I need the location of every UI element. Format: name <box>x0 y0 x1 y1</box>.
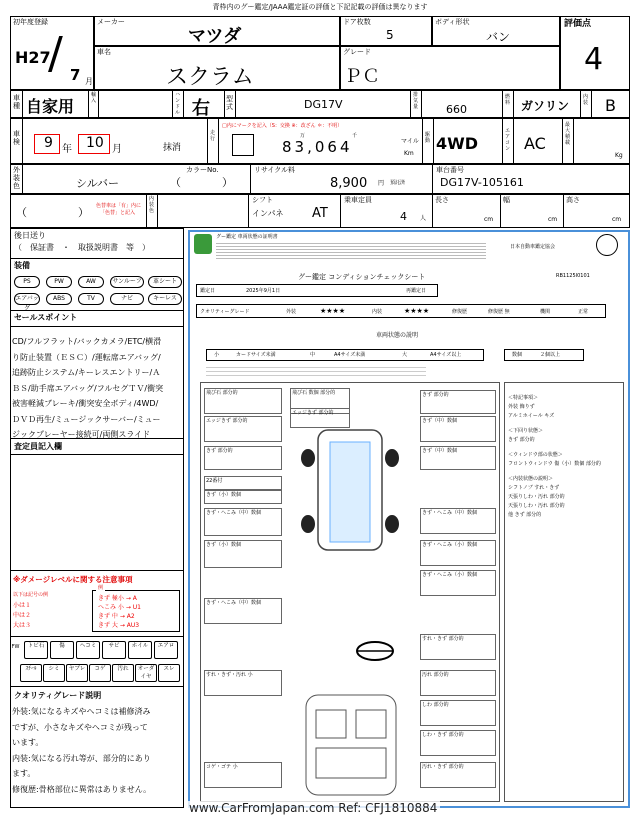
km-label: Km <box>404 150 414 157</box>
row6-paren-open: （ <box>16 206 27 219</box>
load-label: 最大積載 <box>564 122 570 146</box>
capacity-label: 乗車定員 <box>344 196 372 204</box>
quality-line: 修復歴:骨格部位に異常はありません。 <box>12 784 152 794</box>
damage-example: へこみ 小 → U1 <box>98 604 141 611</box>
drive-value: 4WD <box>436 134 479 153</box>
equip-option: ナビ <box>110 293 144 305</box>
repair-label: 修復歴 <box>452 309 468 315</box>
first-reg-era: H27 <box>15 48 51 67</box>
date-label: 鑑定日 <box>200 288 216 294</box>
handle-value: 右 <box>192 98 210 119</box>
damage-example: きず 極小 → A <box>98 595 137 602</box>
damage-box: きず（小）数個 <box>204 540 282 568</box>
special-notes <box>508 388 622 520</box>
docs-title: 後日送り <box>14 231 46 240</box>
note-line: ＜下回り状態＞ <box>508 428 544 434</box>
fw-symbol: スレ <box>158 664 180 682</box>
quality-line: ですが、小さなキズやヘコミが残って <box>12 722 148 732</box>
note-line: アルミホイール キズ <box>508 413 555 419</box>
car-name-label: 車名 <box>97 48 111 56</box>
year-unit: 年 <box>62 144 72 155</box>
damage-box: すれ・きず・汚れ 小 <box>204 670 282 696</box>
month-unit: 月 <box>112 144 122 155</box>
goo-logo <box>194 234 212 254</box>
body-label: ボディ形状 <box>435 18 470 26</box>
chassis-value: DG17V-105161 <box>440 176 524 189</box>
damage-box: 飛び石 部分的 <box>204 388 282 414</box>
score-label: 評価点 <box>564 19 592 29</box>
height-label: 高さ <box>566 196 580 204</box>
note-line: 天張りしわ・汚れ 部分的 <box>508 494 565 500</box>
size-small: 小 <box>214 352 220 358</box>
damage-box: コゲ・ゴテ 小 <box>204 762 282 788</box>
fw-symbol: ヘコミ <box>76 641 100 659</box>
steering-wheel-icon <box>355 640 395 662</box>
sheet-interior-label: 内装 <box>372 309 383 315</box>
car-name-value: スクラム <box>166 65 254 90</box>
damage-box: きず・へこみ（小）数個 <box>420 570 496 596</box>
width-label: 幅 <box>503 196 510 204</box>
size-mid-desc: A4サイズ未満 <box>334 352 366 358</box>
body-value: バン <box>486 30 511 44</box>
damage-box: きず（中）数個 <box>420 446 496 470</box>
fw-symbol: シミ <box>43 664 65 682</box>
equip-option: ABS <box>46 293 72 305</box>
damage-box: きず 部分的 <box>204 446 282 470</box>
damage-box: 飛び石 数個 部分的 <box>290 388 350 414</box>
note-line: ＜特記事項＞ <box>508 395 539 401</box>
row6-paren-close: ） <box>78 206 89 219</box>
type-label: 車種 <box>13 94 20 110</box>
damage-level: 小は１ <box>13 602 32 609</box>
footer-watermark: www.CarFromJapan.com Ref: CFJ1810884 <box>186 801 440 815</box>
recycle-value: 8,900 <box>330 176 368 191</box>
sales-line: CD/フルフラット/バックカメラ/ETC/横滑 <box>12 337 162 346</box>
header-notice: 青枠内のグー鑑定/JAAA鑑定証の評価と下記記載の評価は異なります <box>212 3 428 11</box>
damage-box: しわ・きず 部分的 <box>420 730 496 756</box>
damage-box: きず（小）数個 <box>204 490 282 504</box>
damage-levels <box>13 601 31 631</box>
shift-value: AT <box>312 206 328 221</box>
fw-symbol: トビ石 <box>24 641 48 659</box>
usage-value: 自家用 <box>26 97 75 116</box>
inspection-year: 9 <box>44 135 53 151</box>
exterior-label: 外装色 <box>13 166 20 190</box>
fuel-value: ガソリン <box>521 99 570 113</box>
equip-option: キーレス <box>148 293 182 305</box>
equip-title: 装備 <box>14 261 30 270</box>
quality-line: 内装:気になる汚れ等が、部分的にあり <box>12 753 151 763</box>
note-line: 外装 飾りず <box>508 404 535 410</box>
equip-option: サンルーフ <box>110 276 144 288</box>
fw-symbol: オーダイヤ <box>135 664 157 682</box>
fw-symbol: ホイル <box>128 641 152 659</box>
damage-box: エッジきず 部分的 <box>204 416 282 442</box>
handle-label: ハンドル <box>174 92 180 116</box>
sales-line: 追跡防止システム/キーレスエントリー/Ａ <box>12 368 161 377</box>
damage-box: きず・へこみ（中）数個 <box>420 508 496 534</box>
equip-option: AW <box>78 276 104 288</box>
grade-label: グレード <box>343 48 371 56</box>
mileage-note: □内にマークを記入（S：交換 ※：改ざん ＊：不明） <box>222 123 343 129</box>
equip-option: 革シート <box>148 276 182 288</box>
import-label: 輸入 <box>90 92 96 104</box>
fw-symbol: エアロ <box>154 641 178 659</box>
mileage-unit-man: 万 <box>300 133 306 139</box>
note-line: シフトノブ すれ・きず <box>508 485 560 491</box>
car-interior-view <box>296 690 406 800</box>
fw-symbol: コゲ <box>89 664 111 682</box>
sheet-exterior-stars: ★★★★ <box>320 307 346 315</box>
damage-box: きず 部分的 <box>420 390 496 414</box>
recycle-label: リサイクル料 <box>254 166 296 174</box>
score-value: 4 <box>584 42 604 77</box>
equip-option: PW <box>46 276 72 288</box>
model-value: DG17V <box>304 98 343 111</box>
equip-option: TV <box>78 293 104 305</box>
fw-symbol: ヤブレ <box>66 664 88 682</box>
length-label: 長さ <box>435 196 449 204</box>
ac-value: AC <box>524 134 546 153</box>
doors-label: ドア枚数 <box>343 18 371 26</box>
sales-title: セールスポイント <box>14 313 78 322</box>
grade-value: ＰＣ <box>344 66 380 87</box>
load-unit: Kg <box>615 152 623 159</box>
date-row <box>196 284 438 297</box>
doors-value: 5 <box>386 28 394 42</box>
damage-box: 汚れ・きず 部分的 <box>420 762 496 788</box>
damage-examples <box>98 594 141 630</box>
chassis-label: 車台番号 <box>436 166 464 174</box>
first-reg-month: 7 <box>70 66 81 84</box>
equip-option: エアバッグ <box>15 295 39 312</box>
car-top-view <box>290 420 410 560</box>
damage-box: きず（中）数個 <box>420 416 496 442</box>
fuel-label: 燃料 <box>504 94 510 106</box>
inspection-label: 車検 <box>13 130 20 146</box>
damage-box: 汚れ 部分的 <box>420 670 496 696</box>
color-change-note2: 「色替」と記入 <box>100 210 136 216</box>
displacement-value: 660 <box>446 103 467 116</box>
capacity-unit: 人 <box>420 215 427 222</box>
deposit-label: 預託済 <box>390 180 406 186</box>
maker-value: マツダ <box>188 26 242 47</box>
color-paren-open: （ <box>170 176 181 189</box>
count-label: 数個 <box>512 352 523 358</box>
docs-value: （ 保証書 ・ 取扱説明書 等 ） <box>14 243 150 252</box>
drive-label: 駆動 <box>424 132 430 144</box>
sales-line: ジックプレーヤー接続可/両側スライド <box>12 430 151 439</box>
sheet-title: グー鑑定 コンディションチェックシート <box>298 273 426 281</box>
first-reg-slash: / <box>48 28 63 79</box>
damage-box: きず・へこみ（中）数個 <box>204 508 282 536</box>
inspector-title: 査定員記入欄 <box>14 442 62 451</box>
interior-label: 内装 <box>582 94 588 106</box>
ac-label: エアコン <box>504 128 510 152</box>
mile-label: マイル <box>401 138 419 145</box>
legend-notes <box>206 364 426 378</box>
quality-lines <box>12 704 184 797</box>
jaaa-header: 日本自動車鑑定協会 <box>510 244 556 250</box>
capacity-value: 4 <box>400 210 407 223</box>
damage-box: しわ 部分的 <box>420 700 496 726</box>
size-large: 大 <box>402 352 408 358</box>
damage-example: きず 大 → AU3 <box>98 622 140 629</box>
mileage-digits: 83,064 <box>282 138 353 156</box>
re-label: 再鑑定日 <box>406 288 427 294</box>
fw-symbol: 汚れ <box>112 664 134 682</box>
interior-value: B <box>605 96 616 115</box>
damage-box: きず・へこみ（小）数個 <box>420 540 496 566</box>
interior-color-label: 内装色 <box>148 196 154 214</box>
damage-box: エッジきず 部分的 <box>290 408 350 428</box>
first-reg-label: 初年度登録 <box>13 18 48 26</box>
damage-title: ※ダメージレベルに関する注意事項 <box>13 575 133 584</box>
displacement-label: 排気量 <box>412 92 418 110</box>
quality-line: ます。 <box>12 769 36 778</box>
sales-points <box>12 334 184 443</box>
sheet-serial: RB1125I0101 <box>556 273 590 279</box>
engine-label: 機関 <box>540 309 551 315</box>
note-line: ＜ウィンドウ部の状態＞ <box>508 452 563 458</box>
width-unit: cm <box>548 216 558 223</box>
color-value: シルバー <box>76 177 119 190</box>
quality-title: クオリティグレード説明 <box>14 691 102 700</box>
recycle-unit: 円 <box>378 180 385 187</box>
maker-label: メーカー <box>97 18 125 26</box>
fw-label: FW <box>11 644 20 650</box>
quality-line: います。 <box>12 738 44 747</box>
color-no-label: カラーNo. <box>186 166 219 174</box>
deregistered: 抹消 <box>163 143 182 153</box>
shift-position: インパネ <box>252 209 284 218</box>
mileage-label: 走行 <box>209 130 215 142</box>
inspection-month: 10 <box>86 135 104 151</box>
engine-value: 正常 <box>578 309 589 315</box>
note-line: ＜内装状態の説明＞ <box>508 476 554 482</box>
damage-box: 22番付 <box>204 476 282 490</box>
mileage-unit-sen: 千 <box>352 133 358 139</box>
note-line: きず 部分的 <box>508 437 535 443</box>
first-reg-month-unit: 月 <box>85 77 93 86</box>
note-line: 他 きず 部分的 <box>508 512 542 518</box>
damage-box: きず・へこみ（中）数個 <box>204 598 282 624</box>
damage-example: きず 中 → A2 <box>98 613 135 620</box>
equip-option: PS <box>14 276 40 288</box>
sheet-interior-stars: ★★★★ <box>404 307 430 315</box>
sheet-exterior-label: 外装 <box>286 309 297 315</box>
model-label: 型式 <box>226 95 233 111</box>
jaaa-logo <box>596 234 618 256</box>
damage-level: 大は３ <box>13 622 32 629</box>
damage-example-title: 例 <box>98 585 104 591</box>
count-desc: ２個以上 <box>540 352 561 358</box>
goo-header-lines <box>216 241 486 259</box>
date-value: 2025年9月1日 <box>246 288 281 294</box>
height-unit: cm <box>612 216 622 223</box>
quality-line: 外装:気になるキズやヘコミは補修済み <box>12 707 151 716</box>
goo-header: グー鑑定 車両状態の証明書 <box>216 234 278 240</box>
size-large-desc: A4サイズ以上 <box>430 352 462 358</box>
shift-label: シフト <box>252 196 273 204</box>
color-change-note1: 色替車は「有」内に <box>96 203 142 209</box>
size-mid: 中 <box>310 352 316 358</box>
mileage-tamper-box <box>232 134 254 156</box>
fw-symbol: ｽﾁｰﾙ <box>20 664 42 682</box>
note-line: 天張りしわ・汚れ 部分的 <box>508 503 565 509</box>
note-line: フロントウィンドウ 傷（小）数個 部分的 <box>508 461 601 467</box>
color-paren-close: ） <box>222 176 233 189</box>
sales-line: 被害軽減ブレーキ/衝突安全ボディ/4WD/ <box>12 399 159 408</box>
damage-box: すれ・きず 部分的 <box>420 634 496 660</box>
fw-symbol: 傷 <box>50 641 74 659</box>
size-small-desc: カードサイズ未満 <box>236 352 276 358</box>
state-title: 車両状態の説明 <box>376 332 419 339</box>
damage-note: 以下は記号の例 <box>13 592 49 598</box>
length-unit: cm <box>484 216 494 223</box>
damage-level: 中は２ <box>13 612 32 619</box>
sales-line: り防止装置（ＥＳＣ）/運転席エアバッグ/ <box>12 352 161 362</box>
sales-line: ＢＳ/助手席エアバッグ/フルセグＴＶ/衝突 <box>12 383 164 393</box>
repair-value: 修復歴 無 <box>488 309 510 315</box>
sales-line: ＤＶＤ再生/ミュージックサーバー/ミュー <box>12 414 161 424</box>
fw-symbol: サビ <box>102 641 126 659</box>
quality-grade-label: クオリティーグレード <box>200 309 250 315</box>
